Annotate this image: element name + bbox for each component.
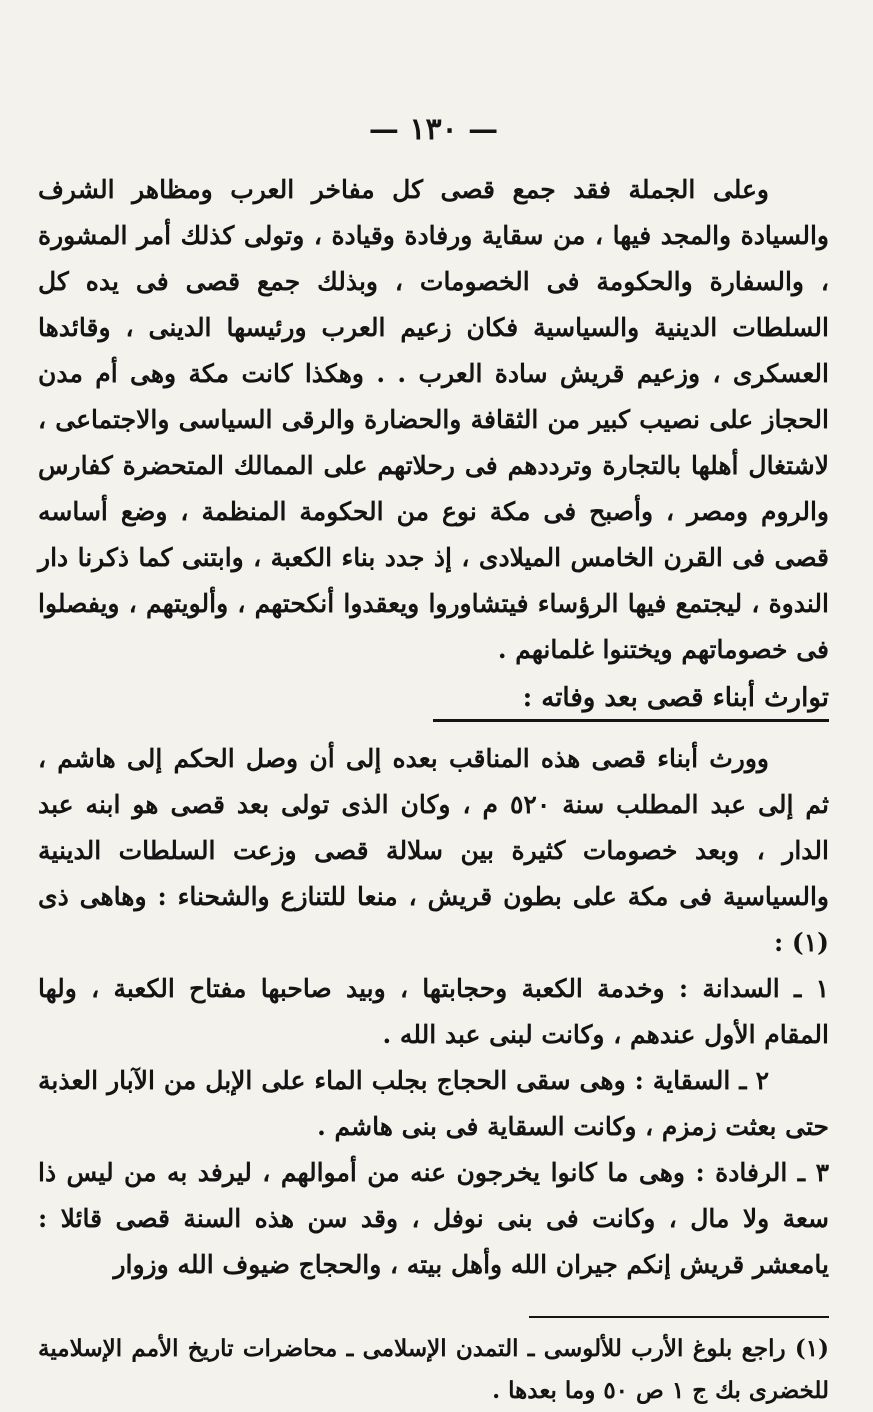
footnote: (١) راجع بلوغ الأرب للألوسى ـ التمدن الإسلامى ـ محاضرات تاريخ الأمم الإسلامية للخضرى بك ج ١ ص ٥٠ وما بعدها . — [38, 1335, 829, 1404]
page-number: — ١٣٠ — — [368, 112, 499, 147]
footnote-divider — [529, 1316, 829, 1318]
list-item: ٢ ـ السقاية : وهى سقى الحجاج بجلب الماء على الإبل من الآبار العذبة حتى بعثت زمزم ، وكانت السقاية فى بنى هاشم . — [38, 1066, 829, 1141]
footnotes — [38, 1328, 829, 1412]
list-item: ٣ ـ الرفادة : وهى ما كانوا يخرجون عنه من أموالهم ، ليرفد به من ليس ذا سعة ولا مال ، وكانت فى بنى نوفل ، وقد سن هذه السنة قصى قائلا : يامعشر قريش إنكم جيران الله وأهل بيته ، والحجاج ضيوف الله وزوار — [38, 1158, 829, 1279]
body-paragraph: وورث أبناء قصى هذه المناقب بعده إلى أن وصل الحكم إلى هاشم ، ثم إلى عبد المطلب سنة ٥٢٠ م ، وكان الذى تولى بعد قصى هو ابنه عبد الدار ، وبعد خصومات كثيرة بين سلالة قصى وزعت السلطات الدينية والسياسية فى مكة على بطون قريش ، منعا للتنازع والشحناء : وهاهى ذى (١) : — [38, 744, 830, 957]
body-paragraph: وعلى الجملة فقد جمع قصى كل مفاخر العرب ومظاهر الشرف والسيادة والمجد فيها ، من سقاية ورفادة وقيادة ، وتولى كذلك أمر المشورة ، والسفارة والحكومة فى الخصومات ، وبذلك جمع قصى فى يده كل السلطات الدينية والسياسية فكان زعيم العرب ورئيسها الدينى ، وقائدها العسكرى ، وزعيم قريش سادة العرب . . وهكذا كانت مكة وهى أم مدن الحجاز على نصيب كبير من الثقافة والحضارة والرقى السياسى والاجتماعى ، لاشتغال أهلها بالتجارة وترددهم فى رحلاتهم على الممالك المتحضرة كفارس والروم ومصر ، وأصبح فى مكة نوع من الحكومة المنظمة ، وضع أساسه قصى فى القرن الخامس الميلادى ، إذ جدد بناء الكعبة ، وابتنى كما ذكرنا دار الندوة ، ليجتمع فيها الرؤساء فيتشاوروا ويعقدوا أنكحتهم ، وألويتهم ، ويفصلوا فى خصوماتهم ويختنوا غلمانهم . — [38, 175, 829, 664]
list-item: ١ ـ السدانة : وخدمة الكعبة وحجابتها ، وبيد صاحبها مفتاح الكعبة ، ولها المقام الأول عندهم ، وكانت لبنى عبد الله . — [38, 974, 829, 1049]
section-heading: توارث أبناء قصى بعد وفاته : — [433, 677, 829, 722]
page-body — [38, 167, 829, 1288]
